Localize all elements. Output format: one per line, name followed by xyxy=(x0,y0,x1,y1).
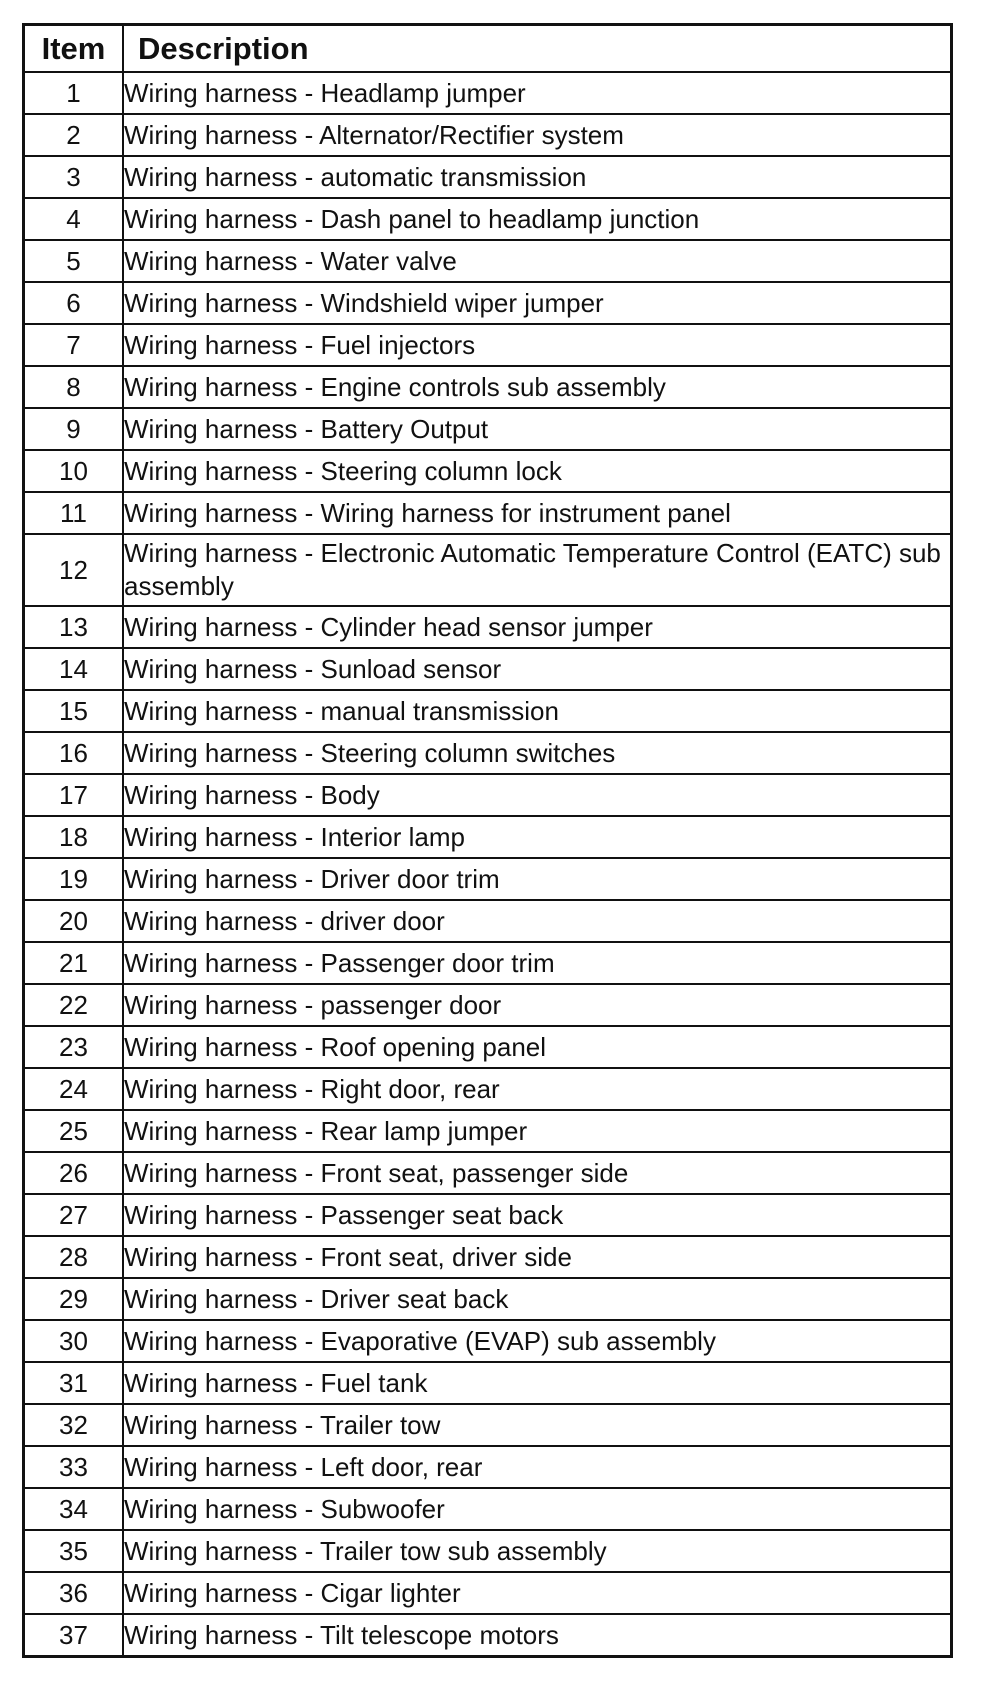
item-number: 17 xyxy=(24,774,124,816)
table-row xyxy=(24,72,952,114)
item-description: Wiring harness - Roof opening panel xyxy=(123,1026,952,1068)
column-header-item: Item xyxy=(24,25,124,73)
item-description: Wiring harness - Steering column lock xyxy=(123,450,952,492)
table-row xyxy=(24,1026,952,1068)
table-row xyxy=(24,942,952,984)
table-row xyxy=(24,648,952,690)
item-number: 26 xyxy=(24,1152,124,1194)
table-header-row xyxy=(24,25,952,73)
item-description: Wiring harness - Trailer tow xyxy=(123,1404,952,1446)
item-number: 32 xyxy=(24,1404,124,1446)
item-number: 36 xyxy=(24,1572,124,1614)
table-row xyxy=(24,1404,952,1446)
table-row xyxy=(24,900,952,942)
item-description: Wiring harness - automatic transmission xyxy=(123,156,952,198)
item-number: 31 xyxy=(24,1362,124,1404)
item-description: Wiring harness - Rear lamp jumper xyxy=(123,1110,952,1152)
item-description: Wiring harness - Water valve xyxy=(123,240,952,282)
table-row xyxy=(24,114,952,156)
table-row xyxy=(24,1236,952,1278)
item-number: 23 xyxy=(24,1026,124,1068)
item-number: 13 xyxy=(24,606,124,648)
table-row xyxy=(24,1110,952,1152)
table-row xyxy=(24,1320,952,1362)
table-row xyxy=(24,198,952,240)
table-row xyxy=(24,984,952,1026)
table-row xyxy=(24,240,952,282)
item-number: 9 xyxy=(24,408,124,450)
item-description: Wiring harness - Driver door trim xyxy=(123,858,952,900)
item-number: 2 xyxy=(24,114,124,156)
item-description: Wiring harness - Fuel injectors xyxy=(123,324,952,366)
table-row xyxy=(24,1362,952,1404)
table-row xyxy=(24,156,952,198)
column-header-description: Description xyxy=(123,25,952,73)
item-number: 29 xyxy=(24,1278,124,1320)
item-description: Wiring harness - Steering column switches xyxy=(123,732,952,774)
item-description: Wiring harness - Interior lamp xyxy=(123,816,952,858)
item-description: Wiring harness - Trailer tow sub assembly xyxy=(123,1530,952,1572)
item-number: 16 xyxy=(24,732,124,774)
item-number: 15 xyxy=(24,690,124,732)
table-row xyxy=(24,366,952,408)
item-description: Wiring harness - Dash panel to headlamp junction xyxy=(123,198,952,240)
item-number: 24 xyxy=(24,1068,124,1110)
item-description: Wiring harness - Wiring harness for instrument panel xyxy=(123,492,952,534)
item-description: Wiring harness - Alternator/Rectifier system xyxy=(123,114,952,156)
table-row xyxy=(24,774,952,816)
table-row xyxy=(24,324,952,366)
table-row xyxy=(24,1194,952,1236)
table-row xyxy=(24,606,952,648)
item-number: 33 xyxy=(24,1446,124,1488)
item-description: Wiring harness - manual transmission xyxy=(123,690,952,732)
table-row xyxy=(24,1530,952,1572)
table-body xyxy=(24,72,952,1657)
item-number: 21 xyxy=(24,942,124,984)
item-description: Wiring harness - Cylinder head sensor jumper xyxy=(123,606,952,648)
item-number: 4 xyxy=(24,198,124,240)
item-number: 8 xyxy=(24,366,124,408)
item-number: 7 xyxy=(24,324,124,366)
item-description: Wiring harness - Right door, rear xyxy=(123,1068,952,1110)
item-description: Wiring harness - Electronic Automatic Temperature Control (EATC) sub assembly xyxy=(123,534,952,606)
wiring-harness-table xyxy=(22,23,953,1658)
item-number: 1 xyxy=(24,72,124,114)
item-description: Wiring harness - Sunload sensor xyxy=(123,648,952,690)
table-row xyxy=(24,408,952,450)
item-description: Wiring harness - Tilt telescope motors xyxy=(123,1614,952,1657)
item-number: 14 xyxy=(24,648,124,690)
table-row xyxy=(24,1278,952,1320)
item-number: 5 xyxy=(24,240,124,282)
item-number: 34 xyxy=(24,1488,124,1530)
item-number: 6 xyxy=(24,282,124,324)
wiring-harness-table-page xyxy=(22,23,953,1658)
table-row xyxy=(24,534,952,606)
item-number: 11 xyxy=(24,492,124,534)
table-row xyxy=(24,1152,952,1194)
table-row xyxy=(24,1446,952,1488)
item-number: 20 xyxy=(24,900,124,942)
item-description: Wiring harness - Front seat, driver side xyxy=(123,1236,952,1278)
item-description: Wiring harness - Headlamp jumper xyxy=(123,72,952,114)
item-description: Wiring harness - Driver seat back xyxy=(123,1278,952,1320)
item-description: Wiring harness - driver door xyxy=(123,900,952,942)
item-description: Wiring harness - Front seat, passenger side xyxy=(123,1152,952,1194)
table-row xyxy=(24,1488,952,1530)
item-description: Wiring harness - Subwoofer xyxy=(123,1488,952,1530)
item-description: Wiring harness - Cigar lighter xyxy=(123,1572,952,1614)
item-description: Wiring harness - Engine controls sub assembly xyxy=(123,366,952,408)
item-number: 28 xyxy=(24,1236,124,1278)
table-row xyxy=(24,450,952,492)
item-number: 37 xyxy=(24,1614,124,1657)
item-number: 18 xyxy=(24,816,124,858)
table-row xyxy=(24,1614,952,1657)
item-description: Wiring harness - Body xyxy=(123,774,952,816)
table-row xyxy=(24,732,952,774)
item-number: 3 xyxy=(24,156,124,198)
table-row xyxy=(24,858,952,900)
item-number: 27 xyxy=(24,1194,124,1236)
item-description: Wiring harness - Passenger seat back xyxy=(123,1194,952,1236)
item-number: 12 xyxy=(24,534,124,606)
item-description: Wiring harness - Evaporative (EVAP) sub assembly xyxy=(123,1320,952,1362)
item-description: Wiring harness - passenger door xyxy=(123,984,952,1026)
item-description: Wiring harness - Fuel tank xyxy=(123,1362,952,1404)
item-description: Wiring harness - Windshield wiper jumper xyxy=(123,282,952,324)
item-number: 10 xyxy=(24,450,124,492)
table-row xyxy=(24,282,952,324)
item-number: 19 xyxy=(24,858,124,900)
item-number: 25 xyxy=(24,1110,124,1152)
item-number: 35 xyxy=(24,1530,124,1572)
table-row xyxy=(24,690,952,732)
table-row xyxy=(24,1068,952,1110)
item-number: 22 xyxy=(24,984,124,1026)
table-row xyxy=(24,1572,952,1614)
item-number: 30 xyxy=(24,1320,124,1362)
item-description: Wiring harness - Left door, rear xyxy=(123,1446,952,1488)
item-description: Wiring harness - Battery Output xyxy=(123,408,952,450)
table-row xyxy=(24,816,952,858)
item-description: Wiring harness - Passenger door trim xyxy=(123,942,952,984)
table-row xyxy=(24,492,952,534)
